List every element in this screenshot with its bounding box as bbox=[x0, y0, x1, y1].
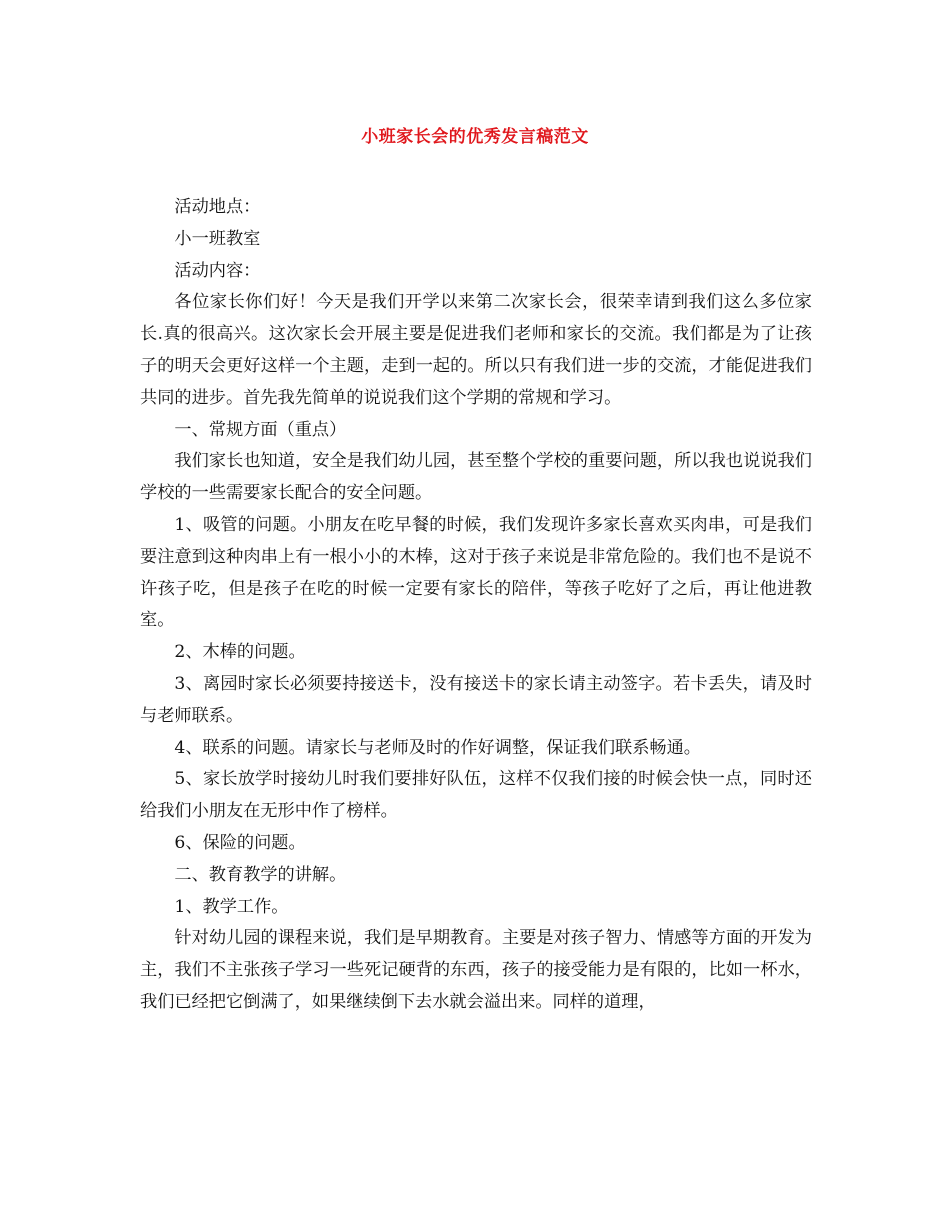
paragraph-content-label: 活动内容： bbox=[174, 260, 261, 281]
document-body bbox=[140, 192, 812, 1019]
paragraph-curriculum: 针对幼儿园的课程来说，我们是早期教育。主要是对孩子智力、情感等方面的开发为主，我们不主张孩子学习一些死记硬背的东西，孩子的接受能力是有限的，比如一杯水，我们已经把它倒满了，如果继续倒下去水就会溢出来。同样的道理， bbox=[140, 928, 812, 1012]
list-item-3: 3、离园时家长必须要持接送卡，没有接送卡的家长请主动签字。若卡丢失，请及时与老师联系。 bbox=[140, 673, 812, 726]
section-heading-education: 二、教育教学的讲解。 bbox=[174, 864, 347, 885]
paragraph-safety-intro: 我们家长也知道，安全是我们幼儿园，甚至整个学校的重要问题，所以我也说说我们学校的一些需要家长配合的安全问题。 bbox=[140, 451, 812, 504]
list-item-2: 2、木棒的问题。 bbox=[174, 642, 306, 663]
list-item-6: 6、保险的问题。 bbox=[174, 832, 306, 853]
list-item-4: 4、联系的问题。请家长与老师及时的作好调整，保证我们联系畅通。 bbox=[174, 737, 701, 758]
document-title: 小班家长会的优秀发言稿范文 bbox=[361, 127, 589, 147]
paragraph-greeting: 各位家长你们好！今天是我们开学以来第二次家长会，很荣幸请到我们这么多位家长.真的很高兴。这次家长会开展主要是促进我们老师和家长的交流。我们都是为了让孩子的明天会更好这样一个主题，走到一起的。所以只有我们进一步的交流，才能促进我们共同的进步。首先我先简单的说说我们这个学期的常规和学习。 bbox=[140, 292, 812, 408]
section-heading-routine: 一、常规方面（重点） bbox=[174, 419, 347, 440]
subsection-heading-teaching: 1、教学工作。 bbox=[174, 896, 289, 917]
list-item-1: 1、吸管的问题。小朋友在吃早餐的时候，我们发现许多家长喜欢买肉串，可是我们要注意到这种肉串上有一根小小的木棒，这对于孩子来说是非常危险的。我们也不是说不许孩子吃，但是孩子在吃的时候一定要有家长的陪伴，等孩子吃好了之后，再让他进教室。 bbox=[140, 514, 812, 631]
paragraph-location-label: 活动地点： bbox=[174, 197, 261, 217]
paragraph-location-value: 小一班教室 bbox=[174, 228, 261, 249]
list-item-5: 5、家长放学时接幼儿时我们要排好队伍，这样不仅我们接的时候会快一点，同时还给我们小朋友在无形中作了榜样。 bbox=[140, 769, 812, 822]
